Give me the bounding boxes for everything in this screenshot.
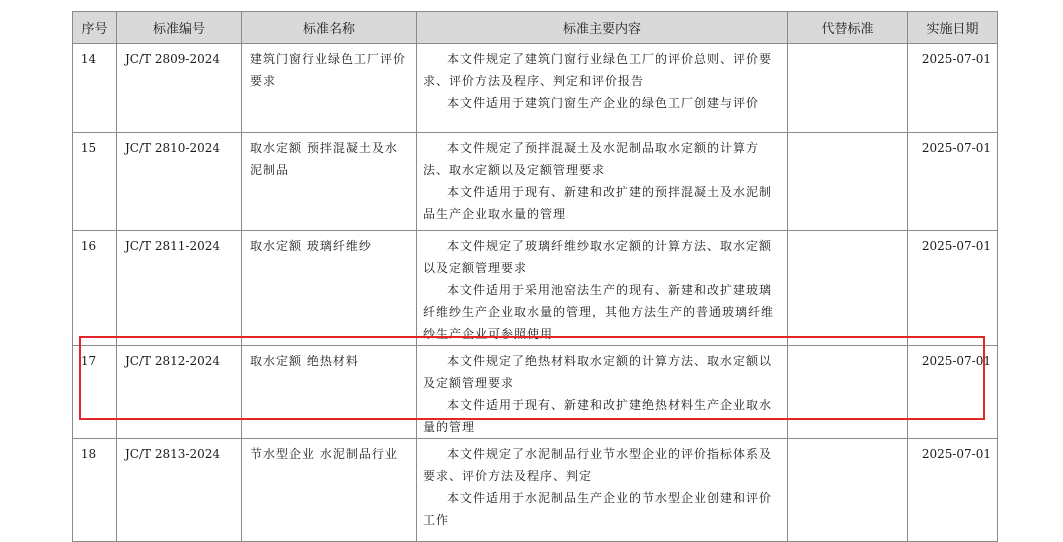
standard-code: JC/T 2810-2024 bbox=[117, 133, 242, 231]
table-row bbox=[73, 133, 998, 231]
effective-date: 2025-07-01 bbox=[908, 133, 998, 231]
replaced-standard bbox=[788, 231, 908, 346]
standard-content bbox=[417, 231, 788, 346]
header-replace: 代替标准 bbox=[788, 12, 908, 44]
header-content: 标准主要内容 bbox=[417, 12, 788, 44]
row-number: 18 bbox=[73, 439, 117, 542]
content-paragraph: 本文件适用于采用池窑法生产的现有、新建和改扩建玻璃纤维纱生产企业取水量的管理，其他方法生产的普通玻璃纤维纱生产企业可参照使用 bbox=[423, 283, 775, 341]
table-row bbox=[73, 231, 998, 346]
standard-code: JC/T 2811-2024 bbox=[117, 231, 242, 346]
effective-date: 2025-07-01 bbox=[908, 346, 998, 439]
standard-content bbox=[417, 44, 788, 133]
content-paragraph: 本文件规定了预拌混凝土及水泥制品取水定额的计算方法、取水定额以及定额管理要求 bbox=[423, 141, 760, 177]
content-paragraph: 本文件规定了绝热材料取水定额的计算方法、取水定额以及定额管理要求 bbox=[423, 354, 773, 390]
effective-date: 2025-07-01 bbox=[908, 439, 998, 542]
standard-content bbox=[417, 133, 788, 231]
effective-date: 2025-07-01 bbox=[908, 44, 998, 133]
standards-table bbox=[72, 11, 998, 542]
content-paragraph: 本文件适用于建筑门窗生产企业的绿色工厂创建与评价 bbox=[447, 96, 760, 110]
row-number: 15 bbox=[73, 133, 117, 231]
header-no: 序号 bbox=[73, 12, 117, 44]
standard-content bbox=[417, 439, 788, 542]
standard-name: 取水定额 玻璃纤维纱 bbox=[242, 231, 417, 346]
content-paragraph: 本文件规定了建筑门窗行业绿色工厂的评价总则、评价要求、评价方法及程序、判定和评价报告 bbox=[423, 52, 773, 88]
replaced-standard bbox=[788, 44, 908, 133]
header-name: 标准名称 bbox=[242, 12, 417, 44]
content-paragraph: 本文件规定了水泥制品行业节水型企业的评价指标体系及要求、评价方法及程序、判定 bbox=[423, 447, 773, 483]
row-number: 17 bbox=[73, 346, 117, 439]
content-paragraph: 本文件适用于现有、新建和改扩建绝热材料生产企业取水量的管理 bbox=[423, 398, 773, 434]
standard-code: JC/T 2809-2024 bbox=[117, 44, 242, 133]
table-header-row bbox=[73, 12, 998, 44]
table-row-highlighted bbox=[73, 346, 998, 439]
standard-code: JC/T 2813-2024 bbox=[117, 439, 242, 542]
content-paragraph: 本文件适用于水泥制品生产企业的节水型企业创建和评价工作 bbox=[423, 491, 773, 527]
effective-date: 2025-07-01 bbox=[908, 231, 998, 346]
standard-name: 取水定额 绝热材料 bbox=[242, 346, 417, 439]
header-code: 标准编号 bbox=[117, 12, 242, 44]
standard-name: 建筑门窗行业绿色工厂评价要求 bbox=[242, 44, 417, 133]
table-row bbox=[73, 44, 998, 133]
header-date: 实施日期 bbox=[908, 12, 998, 44]
standard-name: 取水定额 预拌混凝土及水泥制品 bbox=[242, 133, 417, 231]
replaced-standard bbox=[788, 133, 908, 231]
row-number: 16 bbox=[73, 231, 117, 346]
replaced-standard bbox=[788, 346, 908, 439]
content-paragraph: 本文件规定了玻璃纤维纱取水定额的计算方法、取水定额以及定额管理要求 bbox=[423, 239, 773, 275]
table-row bbox=[73, 439, 998, 542]
content-paragraph: 本文件适用于现有、新建和改扩建的预拌混凝土及水泥制品生产企业取水量的管理 bbox=[423, 185, 773, 221]
replaced-standard bbox=[788, 439, 908, 542]
standard-name: 节水型企业 水泥制品行业 bbox=[242, 439, 417, 542]
standard-content bbox=[417, 346, 788, 439]
standard-code: JC/T 2812-2024 bbox=[117, 346, 242, 439]
row-number: 14 bbox=[73, 44, 117, 133]
